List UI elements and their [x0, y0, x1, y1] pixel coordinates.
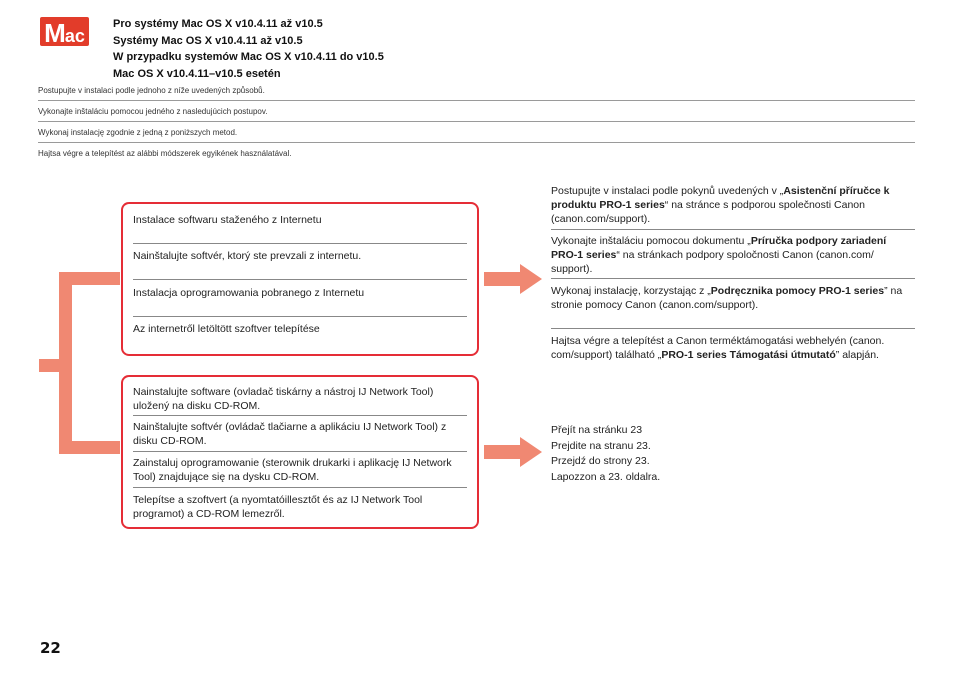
instruction-sk: Vykonajte inštaláciu pomocou dokumentu „Príručka podpory zariadení PRO-1 series“ na stránkach podpory spoločnosti Canon (canon.com/ support).	[551, 235, 887, 275]
page-ref-cs: Přejít na stránku 23	[551, 424, 643, 436]
box-divider	[133, 316, 467, 317]
page-ref-hu: Lapozzon a 23. oldalra.	[551, 471, 661, 484]
title-cs: Pro systémy Mac OS X v10.4.11 až v10.5	[113, 18, 323, 30]
mac-logo-ac: ac	[64, 26, 85, 46]
cdrom-page-references	[551, 423, 660, 486]
section-titles	[113, 16, 384, 82]
divider	[38, 142, 915, 143]
title-sk: Systémy Mac OS X v10.4.11 až v10.5	[113, 34, 303, 47]
title-pl: W przypadku systemów Mac OS X v10.4.11 do v10.5	[113, 51, 384, 63]
box-divider	[133, 487, 467, 488]
box-divider	[133, 279, 467, 280]
internet-option-hu: Az internetről letöltött szoftver telepítése	[133, 323, 320, 335]
box-divider	[133, 243, 467, 244]
box-divider	[133, 415, 467, 416]
divider	[38, 121, 915, 122]
box-divider	[133, 451, 467, 452]
internet-option-cs: Instalace softwaru staženého z Internetu	[133, 214, 322, 226]
title-hu: Mac OS X v10.4.11–v10.5 esetén	[113, 67, 281, 80]
mac-logo-m: M	[44, 18, 65, 48]
cdrom-option-pl: Zainstaluj oprogramowanie (sterownik drukarki i aplikację IJ Network Tool) znajdujące się na dysku CD-ROM.	[133, 457, 452, 483]
page-ref-pl: Przejdź do strony 23.	[551, 455, 650, 468]
instruction-pl: Wykonaj instalację, korzystając z „Podręcznika pomocy PRO-1 series” na stronie pomocy Canon (canon.com/support).	[551, 285, 903, 311]
cdrom-software-box	[121, 375, 479, 529]
bracket-stem	[39, 359, 61, 372]
instruction-cs: Postupujte v instalaci podle pokynů uvedených v „Asistenční příručce k produktu PRO-1 series“ na stránce s podporou společnosti Canon (canon.com/support).	[551, 185, 890, 225]
mac-logo	[40, 17, 89, 46]
divider	[551, 328, 915, 329]
divider	[38, 100, 915, 101]
bracket-bottom-arm	[59, 441, 120, 454]
cdrom-option-sk: Nainštalujte softvér (ovládač tlačiarne a aplikáciu IJ Network Tool) z disku CD-ROM.	[133, 421, 447, 447]
divider	[551, 278, 915, 279]
internet-option-pl: Instalacja oprogramowania pobranego z Internetu	[133, 287, 365, 299]
cdrom-option-cs: Nainstalujte software (ovladač tiskárny a nástroj IJ Network Tool) uložený na disku CD-ROM.	[133, 386, 434, 412]
arrow-right-icon	[484, 437, 546, 467]
instruction-hu: Hajtsa végre a telepítést a Canon terméktámogatási webhelyén (canon. com/support) található „PRO-1 series Támogatási útmutató” alapján.	[551, 335, 885, 361]
internet-option-sk: Nainštalujte softvér, ktorý ste prevzali z internetu.	[133, 250, 362, 262]
page-number: 22	[40, 639, 61, 657]
page-ref-sk: Prejdite na stranu 23.	[551, 439, 651, 452]
divider	[551, 229, 915, 230]
bracket-top-arm	[59, 272, 120, 285]
arrow-right-icon	[484, 264, 546, 294]
internet-software-box	[121, 202, 479, 356]
cdrom-option-hu: Telepítse a szoftvert (a nyomtatóillesztőt és az IJ Network Tool programot) a CD-ROM lemezről.	[133, 494, 423, 520]
